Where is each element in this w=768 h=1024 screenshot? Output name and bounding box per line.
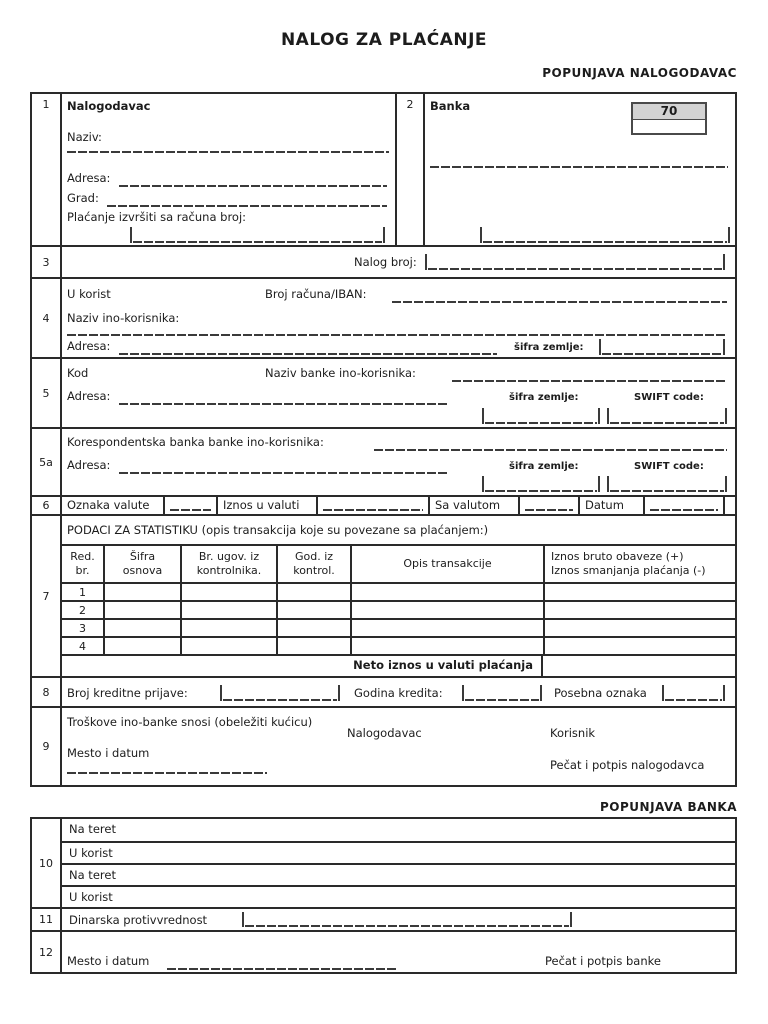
filled-by-bank-heading: POPUNJAVA BANKA: [599, 800, 737, 814]
banka-fill-line: [430, 166, 728, 168]
korespondentska-fill-line: [374, 449, 727, 451]
neto-iznos-label: Neto iznos u valuti plaćanja: [62, 656, 543, 676]
pecat-banke-label: Pečat i potpis banke: [545, 954, 661, 968]
s5a-adresa-label: Adresa:: [67, 458, 111, 472]
section-1-number: 1: [32, 94, 62, 245]
col-iznos-bruto: Iznos bruto obaveze (+) Iznos smanjanja plaćanja (-): [545, 546, 735, 584]
section-12-overa: [62, 932, 735, 972]
nalog-broj-field: [425, 254, 725, 270]
section-4-row: [32, 277, 735, 357]
stat-data-row-2: [62, 602, 735, 620]
nalog-broj-label: Nalog broj:: [354, 255, 417, 269]
section-12-number: 12: [32, 932, 62, 972]
section-6-row: [32, 495, 735, 514]
u-korist-row-2: U korist: [62, 885, 735, 907]
grad-fill-line: [107, 205, 387, 207]
stat-cell: [105, 638, 182, 656]
nalogodavac-title: Nalogodavac: [67, 99, 151, 113]
iban-label: Broj računa/IBAN:: [265, 287, 367, 301]
section-11-number: 11: [32, 909, 62, 930]
posebna-oznaka-label: Posebna oznaka: [554, 686, 647, 700]
stat-cell: [182, 584, 278, 602]
s5a-swift-label: SWIFT code:: [634, 461, 704, 472]
banka-title: Banka: [430, 99, 471, 113]
col-br-ugov: Br. ugov. iz kontrolnika.: [182, 546, 278, 584]
neto-iznos-field: [543, 656, 735, 676]
section-5a-number: 5a: [32, 429, 62, 495]
s9-mesto-i-datum-label: Mesto i datum: [67, 746, 150, 760]
stat-cell: [545, 602, 735, 620]
s4-sifra-zemlje-label: šifra zemlje:: [514, 342, 584, 353]
s5-adresa-label: Adresa:: [67, 389, 111, 403]
neto-row: [62, 656, 735, 676]
oznaka-valute-field: [165, 497, 218, 514]
godina-kredita-label: Godina kredita:: [354, 686, 443, 700]
filled-by-payer-heading: POPUNJAVA NALOGODAVAC: [542, 66, 737, 80]
section-5-row: [32, 357, 735, 427]
section-10-row: [32, 819, 735, 907]
grad-label: Grad:: [67, 191, 99, 205]
section-7-number: 7: [32, 516, 62, 676]
adresa-fill-line: [119, 185, 387, 187]
pecat-nalogodavca-label: Pečat i potpis nalogodavca: [550, 758, 705, 772]
section-8-number: 8: [32, 678, 62, 706]
kod-label: Kod: [67, 366, 89, 380]
row-number: 2: [62, 602, 105, 620]
section-5a-row: [32, 427, 735, 495]
datum-label: Datum: [580, 497, 645, 514]
section-2-number: 2: [397, 94, 425, 245]
ino-korisnik-naziv-label: Naziv ino-korisnika:: [67, 311, 180, 325]
section-11-dinarska: [62, 909, 735, 930]
section-6-number: 6: [32, 497, 62, 514]
stat-cell: [278, 638, 352, 656]
section-8-row: [32, 676, 735, 706]
stat-data-row-4: [62, 638, 735, 656]
stat-header-row: [62, 546, 735, 584]
stat-cell: [182, 602, 278, 620]
payer-form-table: [30, 92, 737, 787]
s12-mesto-fill-line: [167, 968, 397, 970]
section-2-banka: [425, 94, 735, 245]
ino-korisnik-naziv-fill-line: [67, 334, 727, 336]
s5-adresa-fill-line: [119, 403, 447, 405]
s5a-adresa-fill-line: [119, 472, 447, 474]
naziv-fill-line: [67, 151, 389, 153]
section-6-valuta-strip: [62, 497, 735, 514]
sa-valutom-label: Sa valutom: [430, 497, 520, 514]
section-7-statistika: [62, 516, 735, 676]
na-teret-row-1: Na teret: [69, 822, 116, 836]
adresa-label: Adresa:: [67, 171, 111, 185]
section-4-number: 4: [32, 279, 62, 357]
section-5-banka-ino-korisnika: [62, 359, 735, 427]
s4-adresa-fill-line: [119, 353, 497, 355]
naziv-banke-label: Naziv banke ino-korisnika:: [265, 366, 416, 380]
section-1-nalogodavac: [62, 94, 397, 245]
stat-cell: [545, 584, 735, 602]
section-10-number: 10: [32, 819, 62, 907]
s5-sifra-zemlje-field: [482, 408, 600, 424]
s4-adresa-label: Adresa:: [67, 339, 111, 353]
section-3-row: [32, 245, 735, 277]
stat-cell: [352, 638, 545, 656]
datum-field: [645, 497, 725, 514]
iznos-u-valuti-field: [318, 497, 430, 514]
troskovi-label: Troškove ino-banke snosi (obeležiti kućicu): [67, 715, 313, 729]
col-sifra-osnova: Šifra osnova: [105, 546, 182, 584]
s9-mesto-fill-line: [67, 772, 267, 774]
iban-fill-line: [392, 301, 727, 303]
section-12-row: [32, 930, 735, 972]
s5a-sifra-zemlje-field: [482, 476, 600, 492]
bank-code-value: 70: [633, 104, 705, 120]
godina-kredita-field: [462, 685, 542, 701]
iznos-u-valuti-label: Iznos u valuti: [218, 497, 318, 514]
s4-sifra-zemlje-field: [599, 339, 725, 355]
section-1-2-row: [32, 94, 735, 245]
section-8-kredit: [62, 678, 735, 706]
stat-cell: [352, 584, 545, 602]
stat-cell: [352, 602, 545, 620]
bank-code-box: [631, 102, 707, 135]
section-7-row: [32, 514, 735, 676]
stat-cell: [105, 584, 182, 602]
col-god-iz-kontrol: God. iz kontrol.: [278, 546, 352, 584]
u-korist-label: U korist: [67, 287, 111, 301]
stat-cell: [545, 638, 735, 656]
statistika-table: [62, 544, 735, 676]
s5-swift-label: SWIFT code:: [634, 392, 704, 403]
stat-data-row-1: [62, 584, 735, 602]
korespondentska-label: Korespondentska banka banke ino-korisnika:: [67, 435, 324, 449]
section-5a-korespondentska-banka: [62, 429, 735, 495]
s5-sifra-zemlje-label: šifra zemlje:: [509, 392, 579, 403]
s5a-sifra-zemlje-label: šifra zemlje:: [509, 461, 579, 472]
bank-form-table: [30, 817, 737, 974]
naziv-banke-fill-line: [452, 380, 727, 382]
section-11-row: [32, 907, 735, 930]
stat-cell: [278, 602, 352, 620]
col-red-br: Red. br.: [62, 546, 105, 584]
stat-cell: [182, 638, 278, 656]
broj-kreditne-prijave-label: Broj kreditne prijave:: [67, 686, 188, 700]
section-10-subrows: [62, 819, 735, 907]
posebna-oznaka-field: [662, 685, 725, 701]
section-9-number: 9: [32, 708, 62, 785]
section-5-number: 5: [32, 359, 62, 427]
section-9-potpisi: [62, 708, 735, 785]
stat-cell: [105, 602, 182, 620]
s9-korisnik-label: Korisnik: [550, 726, 596, 740]
banka-account-field: [480, 227, 730, 243]
form-title: NALOG ZA PLAĆANJE: [280, 30, 488, 50]
stat-cell: [182, 620, 278, 638]
row-number: 1: [62, 584, 105, 602]
section-3-number: 3: [32, 247, 62, 277]
naziv-label: Naziv:: [67, 130, 102, 144]
row-number: 4: [62, 638, 105, 656]
stat-data-row-3: [62, 620, 735, 638]
bank-code-empty-cell: [633, 120, 705, 133]
row-number: 3: [62, 620, 105, 638]
section-6-trailing-cell: [725, 497, 735, 514]
s5-swift-field: [607, 408, 727, 424]
racun-fill-field: [130, 227, 385, 243]
racun-label: Plaćanje izvršiti sa računa broj:: [67, 210, 247, 224]
stat-cell: [352, 620, 545, 638]
stat-cell: [278, 620, 352, 638]
u-korist-row-1: U korist: [62, 841, 735, 863]
stat-cell: [105, 620, 182, 638]
stat-cell: [545, 620, 735, 638]
section-3-nalog-broj: [62, 247, 735, 277]
sa-valutom-field: [520, 497, 580, 514]
s12-mesto-i-datum-label: Mesto i datum: [67, 954, 150, 968]
statistika-header: PODACI ZA STATISTIKU (opis transakcija koje su povezane sa plaćanjem:): [67, 523, 489, 537]
section-4-u-korist: [62, 279, 735, 357]
s5a-swift-field: [607, 476, 727, 492]
oznaka-valute-label: Oznaka valute: [62, 497, 165, 514]
broj-kreditne-prijave-field: [220, 685, 340, 701]
dinarska-protivvrednost-field: [242, 912, 572, 927]
stat-cell: [278, 584, 352, 602]
na-teret-row-2: Na teret: [62, 863, 735, 885]
section-9-row: [32, 706, 735, 785]
dinarska-protivvrednost-label: Dinarska protivvrednost: [69, 913, 208, 927]
col-opis-transakcije: Opis transakcije: [352, 546, 545, 584]
s9-nalogodavac-label: Nalogodavac: [347, 726, 422, 740]
